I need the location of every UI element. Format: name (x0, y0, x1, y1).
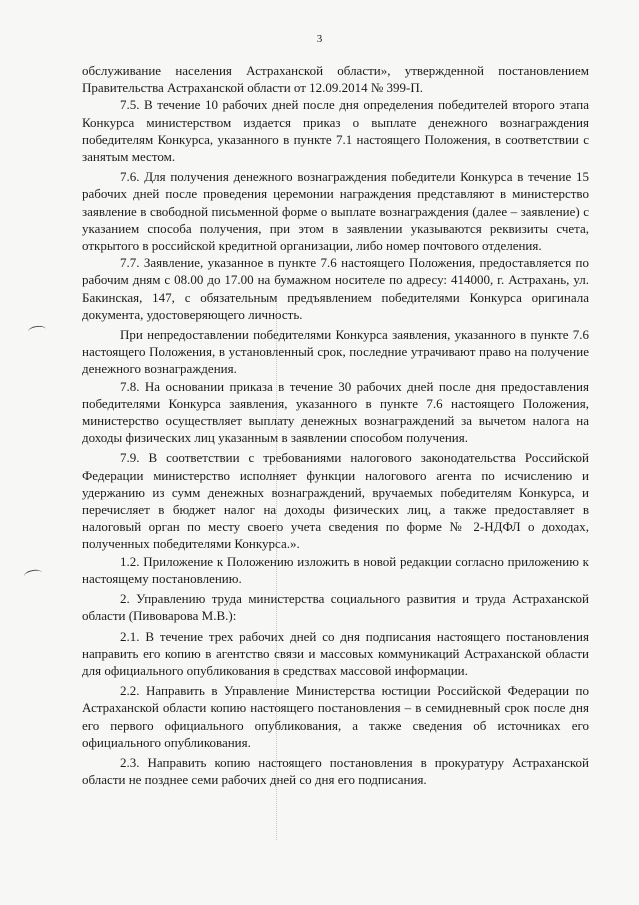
paragraph-2-1: 2.1. В течение трех рабочих дней со дня подписания настоящего постановления направить его копию в агентство связи и массовых коммуникаций Астраханской области для официального опубликования в средствах массовой информации. (82, 628, 589, 678)
paragraph-2: 2. Управлению труда министерства социального развития и труда Астраханской области (Пивоварова М.В.): (82, 591, 589, 624)
paragraph-7-9: 7.9. В соответствии с требованиями налогового законодательства Российской Федерации министерство исполняет функции налогового агента по исчислению и удержанию из сумм денежных вознаграждений, вручаемых победителям Конкурса, и перечисляет в бюджет налог на доходы физических лиц, а также предоставляет в налоговый орган по месту своего учета сведения по форме № 2-НДФЛ о доходах, полученных победителями Конкурса.». (82, 450, 589, 552)
paragraph-non-submission: При непредоставлении победителями Конкурса заявления, указанного в пункте 7.6 настоящего Положения, в установленный срок, последние утрачивают право на получение денежного вознаграждения. (82, 327, 589, 377)
paragraph-7-6: 7.6. Для получения денежного вознаграждения победители Конкурса в течение 15 рабочих дней после проведения церемонии награждения представляют в министерство заявление в свободной письменной форме о выплате вознаграждения (далее – заявление) с указанием способа получения, при этом в заявлении указываются реквизиты счета, открытого в российской кредитной организации, либо номер почтового отделения. (82, 169, 589, 254)
paragraph-7-5: 7.5. В течение 10 рабочих дней после дня определения победителей второго этапа Конкурса министерством издается приказ о выплате денежного вознаграждения победителям Конкурса, указанного в пункте 7.1 настоящего Положения, в соответствии с занятым местом. (82, 97, 589, 165)
paragraph-continuation: обслуживание населения Астраханской области», утвержденной постановлением Правительства Астраханской области от 12.09.2014 № 399-П. (82, 63, 589, 96)
scan-fold-line (276, 300, 277, 840)
paragraph-1-2: 1.2. Приложение к Положению изложить в новой редакции согласно приложению к настоящему постановлению. (82, 553, 589, 586)
margin-mark (23, 568, 42, 581)
paragraph-2-2: 2.2. Направить в Управление Министерства юстиции Российской Федерации по Астраханской области копию настоящего постановления – в семидневный срок после дня его первого официального опубликования, а также сведения об источниках его официального опубликования. (82, 683, 589, 750)
margin-mark (27, 325, 46, 336)
paragraph-7-7: 7.7. Заявление, указанное в пункте 7.6 настоящего Положения, предоставляется по рабочим дням с 08.00 до 17.00 на бумажном носителе по адресу: 414000, г. Астрахань, ул. Бакинская, 147, с обязательным предъявлением победителями Конкурса оригинала документа, удостоверяющего личность. (82, 255, 589, 322)
paragraph-2-3: 2.3. Направить копию настоящего постановления в прокуратуру Астраханской области не позднее семи рабочих дней со дня его подписания. (82, 754, 589, 788)
page-number: 3 (316, 33, 323, 45)
document-body (82, 62, 589, 788)
paragraph-7-8: 7.8. На основании приказа в течение 30 рабочих дней после дня предоставления победителями Конкурса заявления, указанного в пункте 7.6 настоящего Положения, министерство осуществляет выплату денежных вознаграждений за вычетом налога на доходы физических лиц указанным в заявлении способом получения. (82, 378, 589, 446)
